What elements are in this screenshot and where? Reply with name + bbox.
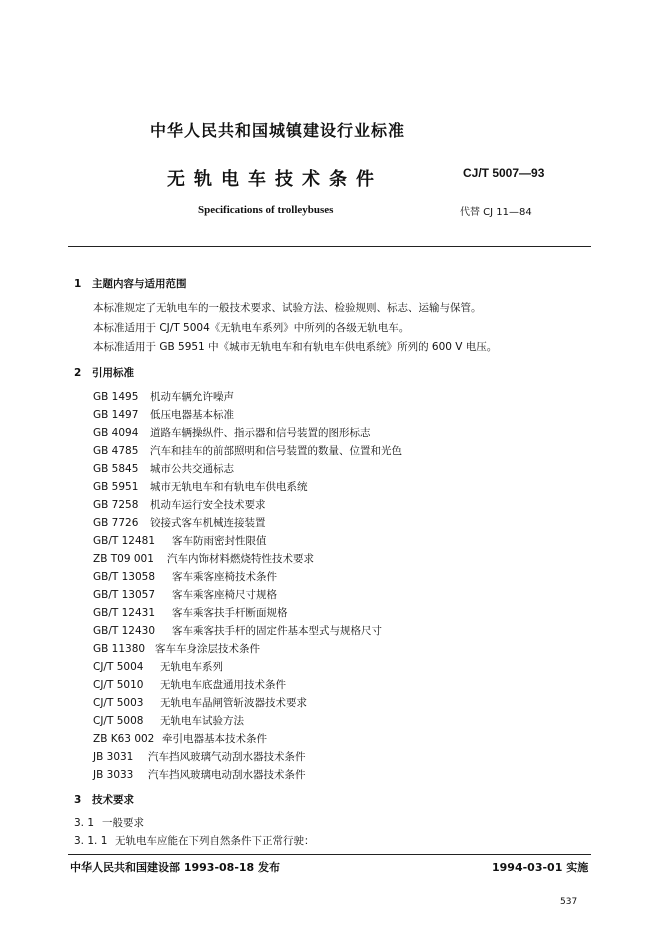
reference-item <box>93 569 277 584</box>
section-3-heading <box>74 792 134 807</box>
reference-item <box>93 731 267 746</box>
reference-code: ZB K63 002 <box>93 733 155 745</box>
reference-title: 无轨电车底盘通用技术条件 <box>160 679 286 691</box>
reference-title: 汽车内饰材料燃烧特性技术要求 <box>167 553 314 565</box>
reference-code: CJ/T 5004 <box>93 661 144 673</box>
reference-title: 客车乘客扶手杆的固定件基本型式与规格尺寸 <box>172 625 382 637</box>
clause-text: 一般要求 <box>102 817 144 829</box>
reference-item <box>93 713 244 728</box>
reference-title: 城市无轨电车和有轨电车供电系统 <box>150 481 308 493</box>
reference-title: 客车乘客扶手杆断面规格 <box>172 607 288 619</box>
reference-code: GB 1495 <box>93 391 139 403</box>
reference-code: CJ/T 5003 <box>93 697 144 709</box>
section-2-title: 引用标准 <box>92 367 134 379</box>
clause-number: 3. 1. 1 <box>74 835 108 847</box>
reference-item <box>93 641 260 656</box>
reference-item <box>93 533 267 548</box>
reference-item <box>93 749 306 764</box>
section-2-number: 2 <box>74 367 82 379</box>
section-3-title: 技术要求 <box>92 794 134 806</box>
reference-code: GB 5951 <box>93 481 139 493</box>
reference-title: 道路车辆操纵件、指示器和信号装置的图形标志 <box>150 427 371 439</box>
implementation-date: 1994-03-01 实施 <box>492 861 589 874</box>
section-1-heading <box>74 276 187 291</box>
section-1-paragraph: 本标准规定了无轨电车的一般技术要求、试验方法、检验规则、标志、运输与保管。 <box>93 302 482 314</box>
reference-title: 无轨电车试验方法 <box>160 715 244 727</box>
reference-code: GB 1497 <box>93 409 139 421</box>
reference-item <box>93 443 402 458</box>
reference-title: 汽车挡风玻璃电动刮水器技术条件 <box>148 769 306 781</box>
reference-code: GB/T 12431 <box>93 607 156 619</box>
reference-title: 客车防雨密封性限值 <box>172 535 267 547</box>
reference-code: JB 3031 <box>93 751 134 763</box>
replaces-note: 代替 CJ 11—84 <box>460 207 532 218</box>
section-3-number: 3 <box>74 794 82 806</box>
reference-item <box>93 677 286 692</box>
reference-code: GB/T 12481 <box>93 535 156 547</box>
issuing-organization: 中华人民共和国城镇建设行业标准 <box>150 121 406 140</box>
reference-item <box>93 659 223 674</box>
section-1-title: 主题内容与适用范围 <box>92 278 187 290</box>
clause-text: 无轨电车应能在下列自然条件下正常行驶： <box>115 835 315 847</box>
reference-code: GB 11380 <box>93 643 146 655</box>
reference-item <box>93 425 371 440</box>
issued-date: 中华人民共和国建设部 1993-08-18 发布 <box>70 861 281 874</box>
reference-item <box>93 623 382 638</box>
section-1-paragraph: 本标准适用于 GB 5951 中《城市无轨电车和有轨电车供电系统》所列的 600 V 电压。 <box>93 341 498 353</box>
reference-title: 汽车挡风玻璃气动刮水器技术条件 <box>148 751 306 763</box>
reference-item <box>93 479 308 494</box>
section-2-heading <box>74 365 134 380</box>
reference-title: 客车乘客座椅尺寸规格 <box>172 589 277 601</box>
standard-code: CJ/T 5007—93 <box>463 166 545 180</box>
reference-code: GB 4785 <box>93 445 139 457</box>
english-title: Specifications of trolleybuses <box>198 204 334 216</box>
document-title: 无轨电车技术条件 <box>167 169 383 190</box>
reference-title: 机动车辆允许噪声 <box>150 391 234 403</box>
reference-title: 低压电器基本标准 <box>150 409 234 421</box>
reference-item <box>93 605 288 620</box>
reference-item <box>93 389 234 404</box>
reference-item <box>93 461 234 476</box>
reference-code: JB 3033 <box>93 769 134 781</box>
reference-title: 铰接式客车机械连接装置 <box>150 517 266 529</box>
reference-title: 汽车和挂车的前部照明和信号装置的数量、位置和光色 <box>150 445 402 457</box>
reference-code: GB/T 13057 <box>93 589 156 601</box>
reference-code: ZB T09 001 <box>93 553 154 565</box>
reference-item <box>93 497 266 512</box>
reference-code: GB 4094 <box>93 427 139 439</box>
reference-item <box>93 551 314 566</box>
reference-code: GB/T 13058 <box>93 571 156 583</box>
header-divider <box>68 246 591 247</box>
section-1-number: 1 <box>74 278 82 290</box>
reference-title: 无轨电车晶闸管斩波器技术要求 <box>160 697 307 709</box>
reference-code: CJ/T 5008 <box>93 715 144 727</box>
reference-item <box>93 587 277 602</box>
reference-code: GB 7726 <box>93 517 139 529</box>
reference-item <box>93 407 234 422</box>
clause-3-1 <box>74 815 144 830</box>
reference-title: 牵引电器基本技术条件 <box>162 733 267 745</box>
page-number: 537 <box>560 897 578 907</box>
reference-item <box>93 695 307 710</box>
reference-title: 客车车身涂层技术条件 <box>155 643 260 655</box>
reference-code: GB 7258 <box>93 499 139 511</box>
reference-code: GB 5845 <box>93 463 139 475</box>
reference-item <box>93 767 306 782</box>
clause-3-1-1 <box>74 833 315 848</box>
reference-title: 机动车运行安全技术要求 <box>150 499 266 511</box>
reference-code: CJ/T 5010 <box>93 679 144 691</box>
reference-title: 无轨电车系列 <box>160 661 223 673</box>
reference-title: 城市公共交通标志 <box>150 463 234 475</box>
section-1-paragraph: 本标准适用于 CJ/T 5004《无轨电车系列》中所列的各级无轨电车。 <box>93 322 410 334</box>
footer-divider <box>68 854 591 855</box>
reference-code: GB/T 12430 <box>93 625 156 637</box>
clause-number: 3. 1 <box>74 817 95 829</box>
reference-title: 客车乘客座椅技术条件 <box>172 571 277 583</box>
reference-item <box>93 515 266 530</box>
